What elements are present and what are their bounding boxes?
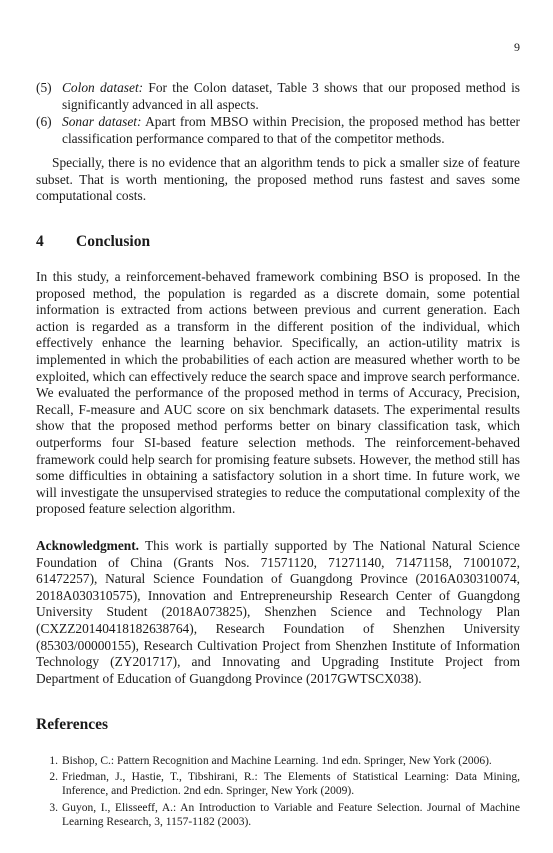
reference-number: 1. [49, 755, 58, 767]
page-number: 9 [514, 40, 520, 54]
reference-text: Bishop, C.: Pattern Recognition and Machine Learning. 1nd edn. Springer, New York (2006). [62, 755, 492, 767]
acknowledgment-title: Acknowledgment. [36, 538, 140, 553]
acknowledgment-text: This work is partially supported by The National Natural Science Foundation of China (Grants Nos. 71571120, 71271140, 71471158, 71001072, 61472257), Natural Science Foundation of Guangdong Province (2016A030310074, 2018A030310575), Innovation and Entrepreneurship Research Center of Guangdong University Student (2018A073825), Shenzhen Science and Technology Plan (CXZZ20140418182638764), Research Foundation of Shenzhen University (85303/00000155), Research Cultivation Project from Shenzhen Institute of Information Technology (ZY201717), and Innovating and Upgrading Institute Project from Department of Education of Guangdong Province (2017GWTSCX038). [36, 538, 520, 686]
reference-text: Friedman, J., Hastie, T., Tibshirani, R.: The Elements of Statistical Learning: Data Mining, Inference, and Prediction. 2nd edn. Springer, New York (2009). [62, 771, 520, 798]
list-item-text: For the Colon dataset, Table 3 shows that our proposed method is significantly advanced in all aspects. [62, 80, 520, 112]
reference-text: Guyon, I., Elisseeff, A.: An Introduction to Variable and Feature Selection. Journal of Machine Learning Research, 3, 1157-1182 (2003). [62, 801, 520, 828]
list-item-text: Apart from MBSO within Precision, the proposed method has better classification performance compared to that of the competitor methods. [62, 114, 521, 146]
list-item-colon [36, 80, 520, 113]
dataset-name: Sonar dataset: [62, 114, 142, 129]
section-heading-conclusion [36, 233, 150, 251]
list-item-number: (6) [36, 114, 52, 129]
reference-list [36, 754, 520, 831]
reference-number: 3. [49, 801, 58, 814]
conclusion-paragraph: In this study, a reinforcement-behaved framework combining BSO is proposed. In the proposed method, the population is regarded as a discrete domain, some potential information is extracted from actions between previous and current generation. Each action is regarded as a transform in the different position of the individual, which effectively enhance the learning behavior. Specifically, an action-utility matrix is implemented in which the probabilities of each action are measured whether worth to be exploited, which can effectively reduce the search space and improve search performance. We evaluated the performance of the proposed method in terms of Accuracy, Precision, Recall, F-measure and AUC score on six benchmark datasets. The experimental results show that the proposed method performs better on binary classification task, which outperforms four SI-based feature selection methods. The reinforcement-behaved framework could help search for promising feature subsets. However, the method still has some difficulties in obtaining a satisfactory solution in a short time. In future work, we will investigate the unsupervised strategies to reduce the computational complexity of the proposed feature selection algorithm. [36, 269, 520, 517]
section-number: 4 [36, 233, 44, 250]
summary-paragraph: Specially, there is no evidence that an algorithm tends to pick a smaller size of feature subset. That is worth mentioning, the proposed method runs fastest and saves some computational costs. [36, 155, 520, 204]
dataset-name: Colon dataset: [62, 80, 144, 95]
list-item-sonar [36, 114, 520, 147]
section-title: Conclusion [76, 233, 151, 250]
reference-item [36, 801, 520, 829]
references-heading: References [36, 716, 109, 733]
acknowledgment-paragraph [36, 538, 520, 687]
reference-item [36, 754, 520, 768]
reference-number: 2. [49, 771, 58, 784]
reference-item [36, 770, 520, 798]
list-item-number: (5) [36, 80, 52, 95]
